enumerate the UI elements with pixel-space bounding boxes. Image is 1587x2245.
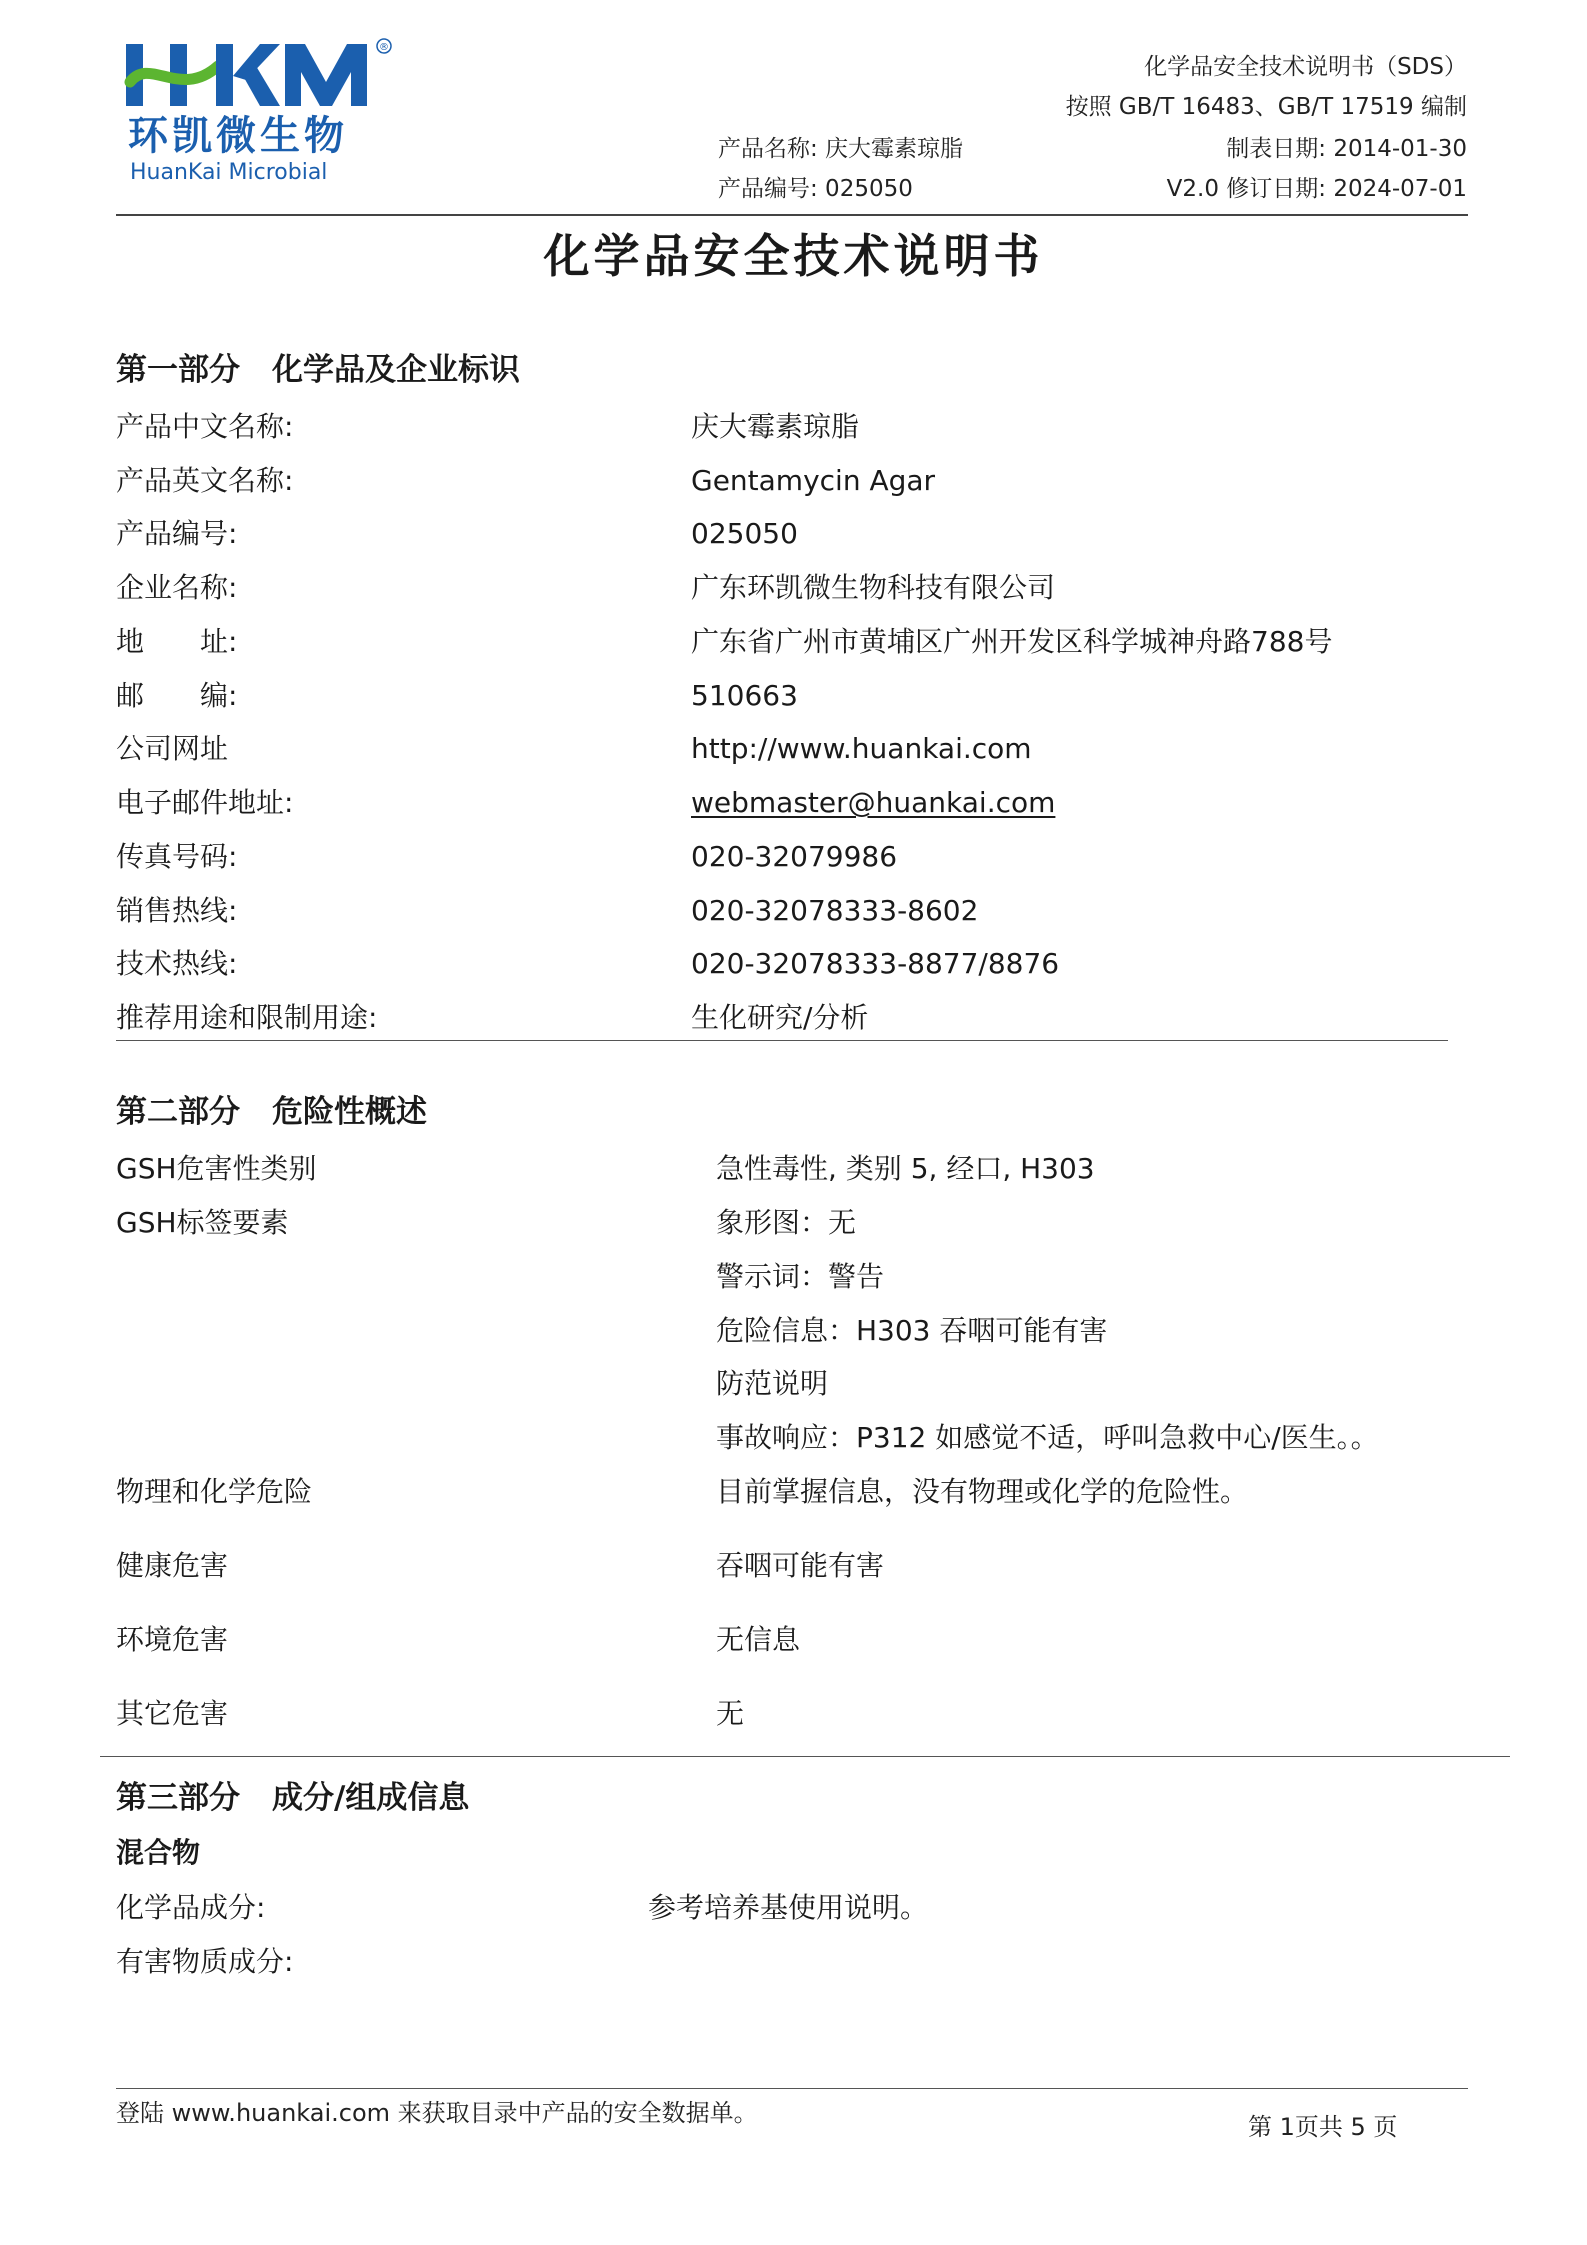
footer-rule [116, 2088, 1468, 2089]
section1-row [116, 837, 1456, 881]
header-standard: 按照 GB/T 16483、GB/T 17519 编制 [1065, 94, 1467, 120]
registered-mark: ® [379, 42, 389, 53]
fax-value: 020-32079986 [691, 840, 898, 873]
address-value: 广东省广州市黄埔区广州开发区科学城神舟路788号 [691, 625, 1333, 658]
hazard-statement-value: 危险信息：H303 吞咽可能有害 [716, 1314, 1108, 1347]
header-rule [116, 214, 1468, 216]
row-label: 地 址: [116, 625, 238, 658]
row-label: 传真号码: [116, 840, 238, 873]
header-product-name: 产品名称: 庆大霉素琼脂 [718, 136, 964, 162]
environment-hazard-value: 无信息 [716, 1623, 801, 1656]
header-made-date: 制表日期: 2014-01-30 [1226, 136, 1467, 162]
sales-hotline-value: 020-32078333-8602 [691, 894, 979, 927]
section3-row [116, 1942, 1456, 1986]
product-english-name-value: Gentamycin Agar [691, 464, 936, 497]
row-label: 邮 编: [116, 679, 238, 712]
response-value: 事故响应：P312 如感觉不适，呼叫急救中心/医生。。 [716, 1421, 1379, 1454]
document-title: 化学品安全技术说明书 [543, 229, 1044, 283]
row-label: 有害物质成分: [116, 1945, 294, 1978]
page-number: 第 1页共 5 页 [1248, 2113, 1398, 2141]
section2-row [116, 1472, 1456, 1516]
row-label: 技术热线: [116, 947, 238, 980]
logo-chinese-name: 环凯微生物 [128, 113, 348, 159]
row-label: 其它危害 [116, 1697, 229, 1730]
section3-number: 第三部分 [116, 1780, 240, 1816]
ghs-category-value: 急性毒性, 类别 5, 经口, H303 [716, 1152, 1095, 1185]
company-name-value: 广东环凯微生物科技有限公司 [691, 571, 1056, 604]
row-label: GSH危害性类别 [116, 1152, 317, 1185]
section2-divider [100, 1756, 1510, 1757]
section2-row [116, 1364, 1456, 1408]
section1-divider [116, 1040, 1448, 1041]
postcode-value: 510663 [691, 679, 798, 712]
section1-title [116, 350, 520, 390]
product-code-value: 025050 [691, 517, 798, 550]
section1-row [116, 568, 1456, 612]
section1-row [116, 998, 1456, 1042]
section2-row [116, 1546, 1456, 1590]
row-label: 企业名称: [116, 571, 238, 604]
section2-row [116, 1203, 1456, 1247]
product-chinese-name-value: 庆大霉素琼脂 [691, 410, 860, 443]
section2-number: 第二部分 [116, 1094, 240, 1130]
row-label: 产品英文名称: [116, 464, 294, 497]
health-hazard-value: 吞咽可能有害 [716, 1549, 885, 1582]
website-link[interactable]: http://www.huankai.com [691, 732, 1032, 765]
section3-subtitle: 混合物 [116, 1836, 201, 1869]
other-hazard-value: 无 [716, 1697, 745, 1730]
section1-name: 化学品及企业标识 [272, 352, 520, 388]
section2-row [116, 1257, 1456, 1301]
header-product-code: 产品编号: 025050 [718, 176, 913, 202]
row-label: 公司网址 [116, 732, 229, 765]
tech-hotline-value: 020-32078333-8877/8876 [691, 947, 1060, 980]
row-label: 化学品成分: [116, 1891, 266, 1924]
pictogram-value: 象形图：无 [716, 1206, 857, 1239]
section1-row [116, 622, 1456, 666]
section1-row [116, 407, 1456, 451]
row-label: 产品编号: [116, 517, 238, 550]
row-label: 健康危害 [116, 1549, 229, 1582]
section1-row [116, 461, 1456, 505]
precaution-heading: 防范说明 [716, 1367, 829, 1400]
section1-row [116, 783, 1456, 827]
header-revision-date: V2.0 修订日期: 2024-07-01 [1166, 176, 1467, 202]
logo-english-name: HuanKai Microbial [130, 160, 328, 185]
section1-row [116, 514, 1456, 558]
physical-chemical-hazard-value: 目前掌握信息，没有物理或化学的危险性。 [716, 1475, 1249, 1508]
section2-row [116, 1620, 1456, 1664]
section3-name: 成分/组成信息 [272, 1780, 470, 1816]
row-label: 销售热线: [116, 894, 238, 927]
section2-row [116, 1418, 1456, 1462]
section1-row [116, 729, 1456, 773]
section1-row [116, 944, 1456, 988]
section3-row [116, 1888, 1456, 1932]
chemical-composition-value: 参考培养基使用说明。 [648, 1891, 929, 1924]
row-label: 产品中文名称: [116, 410, 294, 443]
section2-row [116, 1311, 1456, 1355]
row-label: 电子邮件地址: [116, 786, 294, 819]
recommended-use-value: 生化研究/分析 [691, 1001, 869, 1034]
row-label: GSH标签要素 [116, 1206, 289, 1239]
row-label: 推荐用途和限制用途: [116, 1001, 378, 1034]
section1-row [116, 676, 1456, 720]
row-label: 环境危害 [116, 1623, 229, 1656]
footer-note: 登陆 www.huankai.com 来获取目录中产品的安全数据单。 [116, 2099, 758, 2127]
row-label: 物理和化学危险 [116, 1475, 313, 1508]
section2-title [116, 1092, 427, 1132]
section2-name: 危险性概述 [272, 1094, 427, 1130]
signal-word-value: 警示词：警告 [716, 1260, 885, 1293]
section1-row [116, 891, 1456, 935]
section3-title [116, 1778, 469, 1818]
company-logo [120, 36, 410, 186]
section1-number: 第一部分 [116, 352, 240, 388]
email-link[interactable]: webmaster@huankai.com [691, 786, 1056, 819]
section2-row [116, 1694, 1456, 1738]
header-doc-type: 化学品安全技术说明书（SDS） [1144, 54, 1467, 80]
section2-row [116, 1149, 1456, 1193]
hkm-logo-icon [120, 36, 410, 116]
